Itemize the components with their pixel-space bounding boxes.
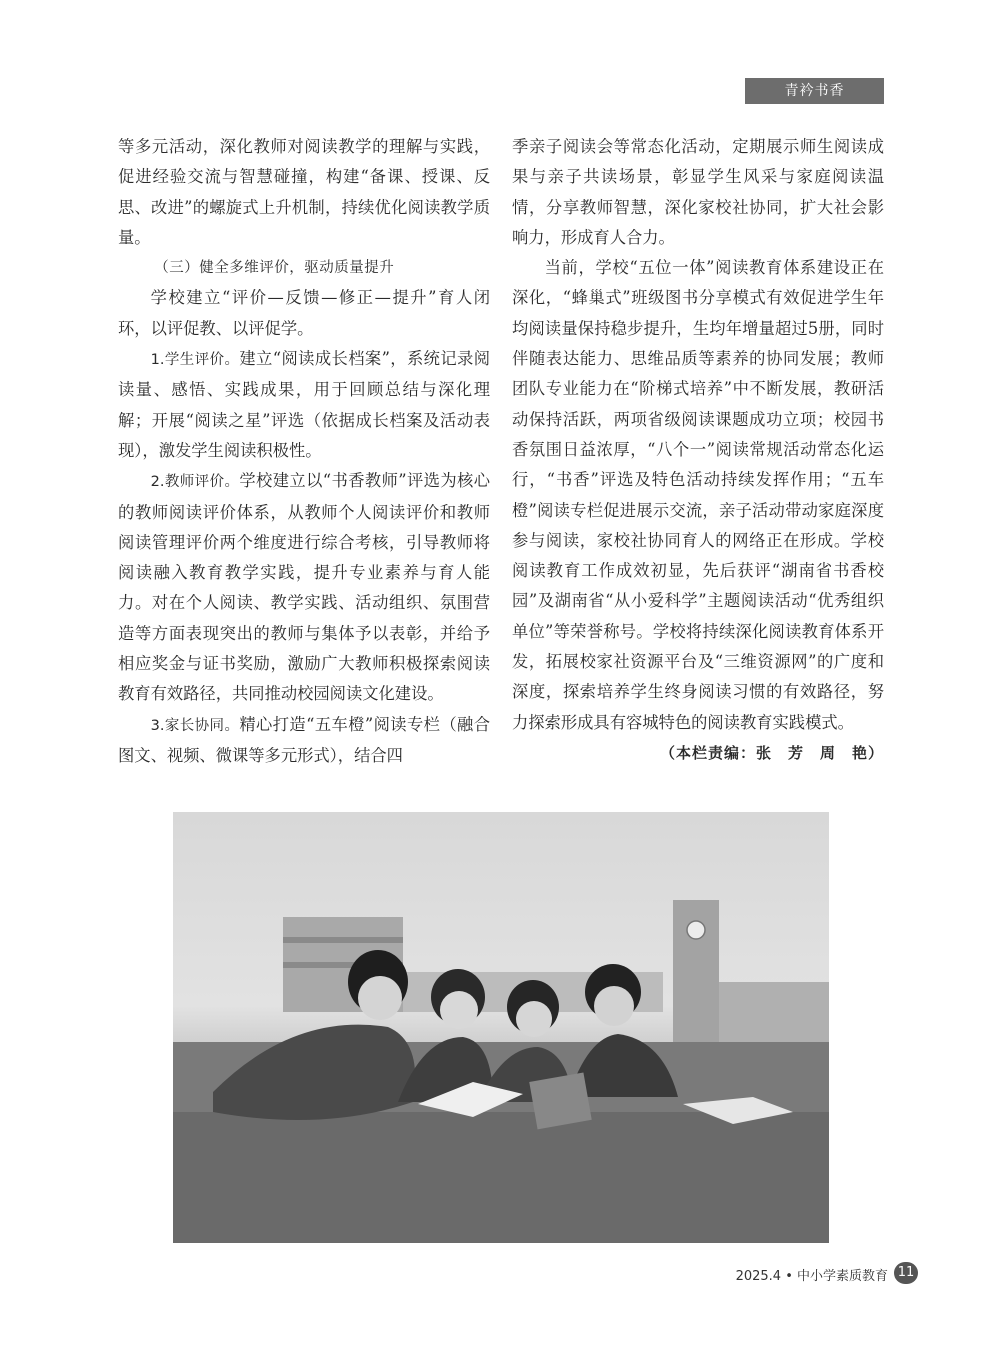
paragraph-body: 精心打造“五车橙”阅读专栏（融合图文、视频、微课等多元形式），结合四: [118, 714, 490, 765]
paragraph: 季亲子阅读会等常态化活动，定期展示师生阅读成果与亲子共读场景，彰显学生风采与家庭阅读温情，分享教师智慧，深化家校社协同，扩大社会影响力，形成育人合力。: [512, 137, 884, 247]
building-right: [719, 982, 829, 1042]
book: [529, 1073, 591, 1130]
paragraph-lead: 2.教师评价。: [150, 474, 240, 491]
page-footer: [712, 1260, 922, 1286]
paragraph: 学校建立“评价—反馈—修正—提升”育人闭环，以评促教、以评促学。: [118, 288, 490, 338]
editor-credit: （本栏责编：张 芳 周 艳）: [659, 743, 884, 762]
paragraph-lead: 3.家长协同。: [150, 717, 240, 734]
left-column: [118, 132, 490, 771]
page-number-badge: 11: [894, 1262, 918, 1284]
paragraph: [118, 710, 490, 772]
section-tag: 青衿书香: [745, 78, 884, 104]
photo-children-reading: [173, 812, 829, 1243]
clock-icon: [687, 921, 705, 939]
paragraph: 当前，学校“五位一体”阅读教育体系建设正在深化，“蜂巢式”班级图书分享模式有效促进学生年均阅读量保持稳步提升，生均年增量超过5册，同时伴随表达能力、思维品质等素养的协同发展；教师团队专业能力在“阶梯式培养”中不断发展，教研活动保持活跃，两项省级阅读课题成功立项；校园书香氛围日益浓厚，“八个一”阅读常规活动常态化运行，“书香”评选及特色活动持续发挥作用；“五车橙”阅读专栏促进展示交流，亲子活动带动家庭深度参与阅读，家校社协同育人的网络正在形成。学校阅读教育工作成效初显，先后获评“湖南省书香校园”及湖南省“从小爱科学”主题阅读活动“优秀组织单位”等荣誉称号。学校将持续深化阅读教育体系开发，拓展校家社资源平台及“三维资源网”的广度和深度，探索培养学生终身阅读习惯的有效路径，努力探索形成具有容城特色的阅读教育实践模式。: [512, 258, 884, 732]
paragraph-body: 学校建立以“书香教师”评选为核心的教师阅读评价体系，从教师个人阅读评价和教师阅读管理评价两个维度进行综合考核，引导教师将阅读融入教育教学实践，提升专业素养与育人能力。对在个人阅读、教学实践、活动组织、氛围营造等方面表现突出的教师与集体予以表彰，并给予相应奖金与证书奖励，激励广大教师积极探索阅读教育有效路径，共同推动校园阅读文化建设。: [118, 471, 490, 704]
paragraph-lead: 1.学生评价。: [150, 352, 240, 369]
right-column: [512, 132, 884, 768]
paragraph: 等多元活动，深化教师对阅读教学的理解与实践，促进经验交流与智慧碰撞，构建“备课、授课、反思、改进”的螺旋式上升机制，持续优化阅读教学质量。: [118, 137, 490, 247]
paragraph: [118, 466, 490, 709]
paragraph-body: 建立“阅读成长档案”，系统记录阅读量、感悟、实践成果，用于回顾总结与深化理解；开展“阅读之星”评选（依据成长档案及活动表现），激发学生阅读积极性。: [118, 349, 490, 460]
paragraph: [118, 344, 490, 466]
section-subheading: （三）健全多维评价，驱动质量提升: [154, 260, 395, 277]
journal-issue: 2025.4 • 中小学素质教育: [735, 1269, 888, 1284]
photo-illustration: [173, 812, 829, 1243]
